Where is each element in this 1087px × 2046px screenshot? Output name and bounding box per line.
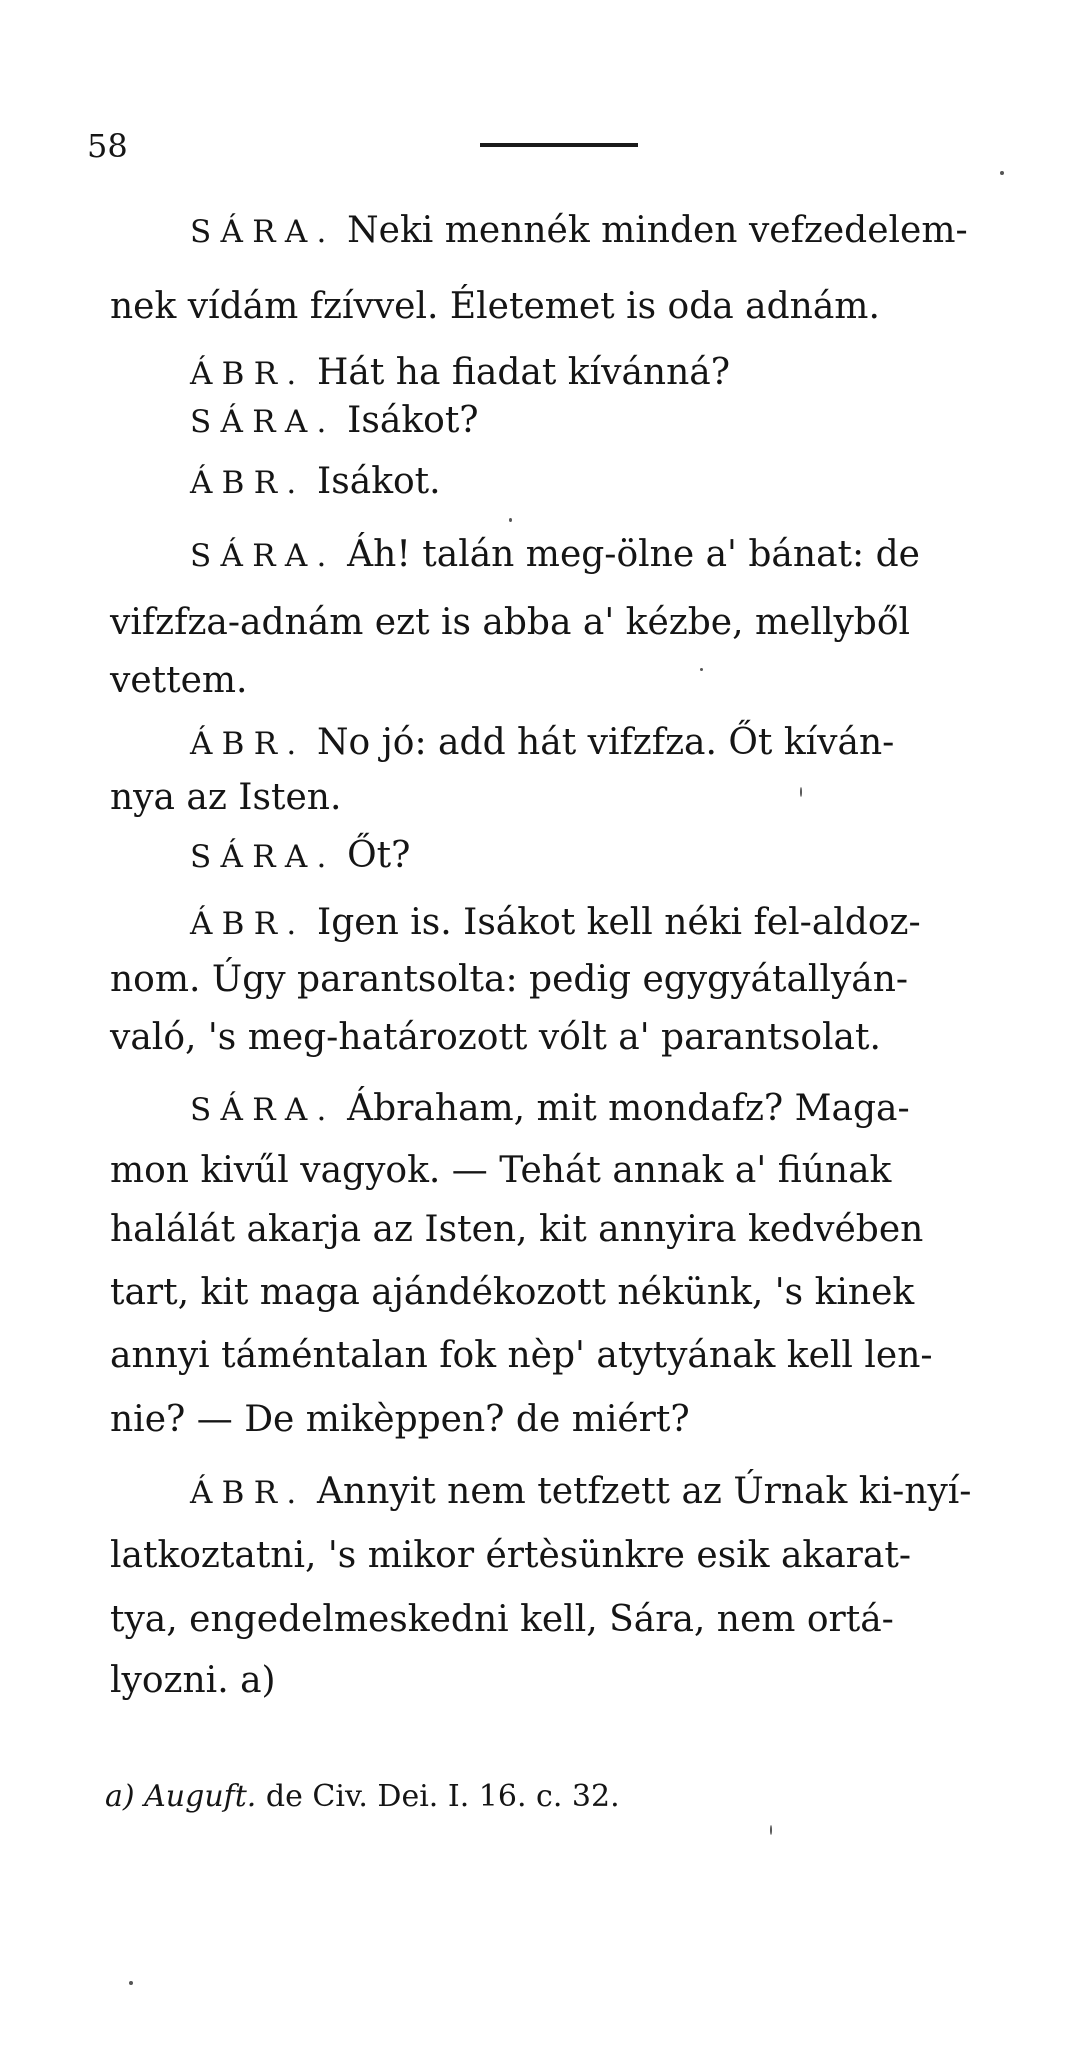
text-line (190, 461, 441, 502)
dialogue-text: Igen is. Isákot kell néki fel-aldoz- (317, 902, 921, 943)
footnote-text: de Civ. Dei. I. 16. c. 32. (265, 1779, 620, 1814)
text-line: vettem. (110, 660, 248, 701)
text-line: való, 's meg-határozott vólt a' parantsolat. (110, 1017, 881, 1058)
print-speck (1000, 171, 1004, 175)
speaker-label: SÁRA. (190, 214, 336, 250)
text-line (190, 1471, 972, 1512)
speaker-label: ÁBR. (190, 465, 306, 501)
header-rule (480, 143, 638, 147)
dialogue-text: Annyit nem tetfzett az Úrnak ki-nyí- (317, 1471, 972, 1512)
dialogue-text: Isákot. (317, 461, 441, 502)
text-line: annyi táméntalan fok nèp' atytyának kell len- (110, 1335, 933, 1376)
speaker-label: ÁBR. (190, 906, 306, 942)
print-speck (800, 787, 802, 797)
text-line: nom. Úgy parantsolta: pedig egygyátallyán- (110, 959, 909, 1000)
speaker-label: SÁRA. (190, 538, 336, 574)
text-line (190, 210, 968, 251)
print-speck (509, 518, 512, 522)
footnote (105, 1779, 620, 1814)
footnote-title: Auguft. (144, 1779, 257, 1814)
text-line: nya az Isten. (110, 777, 342, 818)
speaker-label: ÁBR. (190, 356, 306, 392)
speaker-label: SÁRA. (190, 404, 336, 440)
dialogue-text: Isákot? (347, 400, 479, 441)
dialogue-text: No jó: add hát vifzfza. Őt kíván- (317, 722, 895, 763)
text-line: nie? — De mikèppen? de miért? (110, 1399, 690, 1440)
dialogue-text: Hát ha fiadat kívánná? (317, 352, 731, 393)
footnote-mark: a) (105, 1779, 135, 1814)
text-line (190, 1088, 910, 1129)
print-speck (700, 668, 703, 671)
text-line: vifzfza-adnám ezt is abba a' kézbe, mellyből (110, 602, 911, 643)
speaker-label: ÁBR. (190, 726, 306, 762)
text-line (190, 835, 411, 876)
print-speck (129, 1981, 133, 1985)
text-line: halálát akarja az Isten, kit annyira kedvében (110, 1209, 924, 1250)
speaker-label: ÁBR. (190, 1475, 306, 1511)
page-number: 58 (87, 127, 128, 165)
speaker-label: SÁRA. (190, 1092, 336, 1128)
text-line: latkoztatni, 's mikor értèsünkre esik akarat- (110, 1535, 911, 1576)
text-line (190, 400, 479, 441)
text-line: tya, engedelmeskedni kell, Sára, nem ortá- (110, 1599, 894, 1640)
text-line (190, 722, 895, 763)
print-speck (770, 1825, 772, 1835)
text-line: tart, kit maga ajándékozott nékünk, 's kinek (110, 1272, 915, 1313)
dialogue-text: Ábraham, mit mondafz? Maga- (347, 1088, 910, 1129)
text-line (190, 534, 920, 575)
dialogue-text: Őt? (347, 835, 411, 876)
text-line (190, 352, 731, 393)
text-line: lyozni. a) (110, 1660, 276, 1701)
text-line (190, 902, 921, 943)
speaker-label: SÁRA. (190, 839, 336, 875)
dialogue-text: Áh! talán meg-ölne a' bánat: de (347, 534, 920, 575)
dialogue-text: Neki mennék minden vefzedelem- (347, 210, 968, 251)
text-line: nek vídám fzívvel. Életemet is oda adnám. (110, 286, 880, 327)
text-line: mon kivűl vagyok. — Tehát annak a' fiúnak (110, 1150, 892, 1191)
